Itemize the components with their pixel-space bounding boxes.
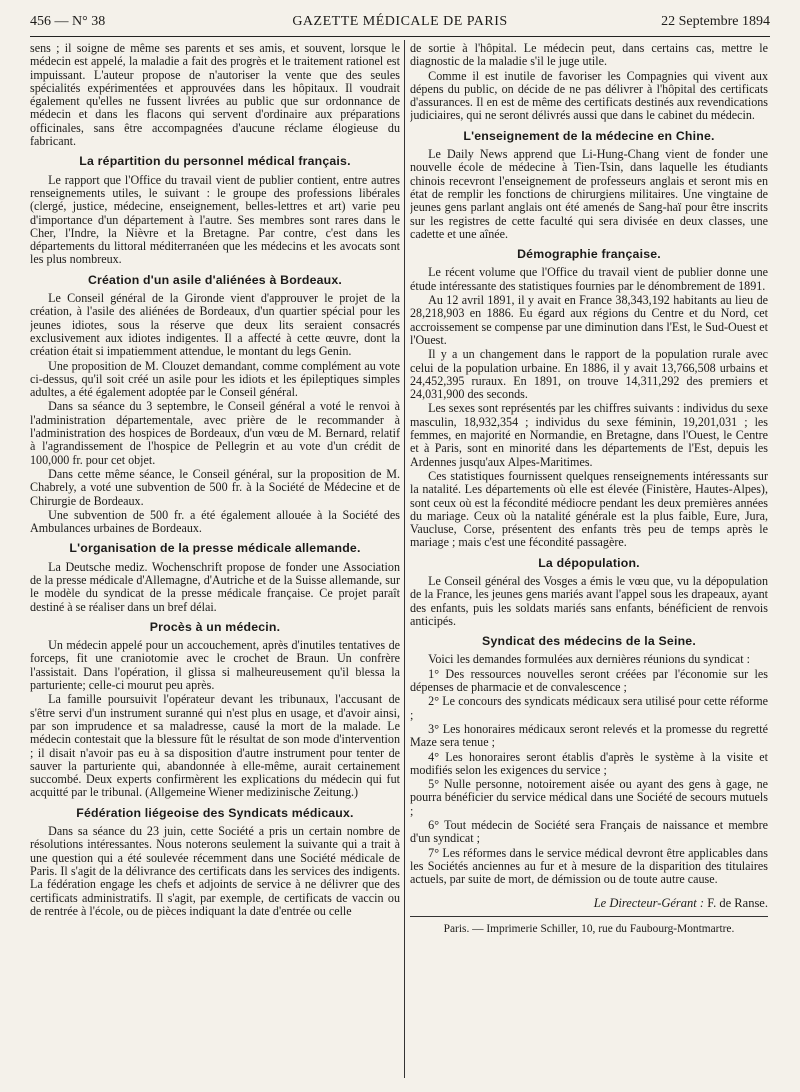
paragraph: La famille poursuivit l'opérateur devant les tribunaux, l'accusant de s'être servi d'un instrument suranné qui n'est plus en usage, et d'avoir ainsi, par son imprudence et sa maladresse, causé la mort de la malade. Le médecin contestait que la blessure fût le résultat de son mode d'intervention ; il disait n'avoir pas eu à sa disposition d'autre instrument pour tenter de sauver la parturiente qui, abandonnée à elle-même, aurait certainement succombé. Deux experts confirmèrent les explications du médecin qui fut acquitté par le tribunal. (Allgemeine Wiener medizinische Zeitung.) [30,692,400,800]
list-item: 6° Tout médecin de Société sera Français de naissance et membre d'un syndicat ; [410,818,768,846]
intro-paragraph: sens ; il soigne de même ses parents et ses amis, et souvent, lorsque le médecin est appelé, la maladie a fait des progrès et le traitement rationel est impuissant. L'auteur propose de n'autoriser la vente que des seules spécialités expérimentées et approuvées dans les hôpitaux. Il voudrait également qu'elles ne fussent livrées au public que sur ordonnance de médecin et dans les flacons qui servent d'ordinaire aux préparations officinales, sans être accompagnées d'aucune réclame élogieuse du fabricant. [30,42,400,149]
paragraph: Dans sa séance du 23 juin, cette Société a pris un certain nombre de résolutions intéressantes. Nous noterons seulement la suivante qui a trait à une question qui a été soulevée récemment dans une Société médicale de Paris. Il s'agit de la délivrance des certificats dans les services des indigents. La fédération engage les chefs et adjoints de service à ne délivrer que des certificats administratifs. Il s'agit, par exemple, de certificats de vaccin ou de rentrée à l'école, ou de pièces indiquant la date d'entrée ou celle [30,824,400,918]
list-item: 1° Des ressources nouvelles seront créées par l'économie sur les dépenses de pharmacie et de convalescence ; [410,666,768,695]
list-item: 2° Le concours des syndicats médicaux sera utilisé pour cette réforme ; [410,694,768,722]
paragraph: Les sexes sont représentés par les chiffres suivants : individus du sexe masculin, 18,932,354 ; individus du sexe féminin, 19,201,031 ; les femmes, en majorité en Normandie, en Bretagne, dans l'Ouest, le Centre et à Paris, sont en minorité dans les départements de l'Est, depuis les Ardennes jusqu'aux Alpes-Maritimes. [410,401,768,469]
header-rule [30,36,770,37]
column-divider [404,40,405,1078]
signature-label: Le Directeur-Gérant : [593,895,705,910]
paragraph: Un médecin appelé pour un accouchement, après d'inutiles tentatives de forceps, fit une craniotomie avec le crochet de Braun. Un confrère l'assistait. Dans l'opération, il glissa si malheureusement qu'il blessa la parturiente; celle-ci mourut peu après. [30,638,400,693]
paragraph: Voici les demandes formulées aux dernières réunions du syndicat : [428,652,750,667]
paragraph: Au 12 avril 1891, il y avait en France 38,343,192 habitants au lieu de 28,218,903 en 1886. Eu égard aux régions du Centre et du Nord, cet accroissement se compense par une diminution dans l'Est, le Sud-Ouest et l'Ouest. [410,293,768,347]
paragraph: Dans cette même séance, le Conseil général, sur la proposition de M. Chabrely, a voté une subvention de 500 fr. à la Société de Médecine et de Chirurgie de Bordeaux. [30,466,400,508]
paragraph: Le rapport que l'Office du travail vient de publier contient, entre autres renseignements utiles, le suivant : le groupe des professions libérales (clergé, justice, médecine, enseignement, belles-lettres et art) varie peu d'importance d'un département à l'autre. Ses membres sont rares dans le Cher, l'Indre, la Nièvre et la Bretagne. Par contre, c'est dans les départements du littoral méditerranéen que les médecins et les avocats sont les plus nombreux. [30,172,400,267]
section-title: Procès à un médecin. [149,619,281,634]
right-column [410,42,768,1078]
list-item: 7° Les réformes dans le service médical devront être applicables dans les Sociétés anciennes au fur et à mesure de la disparition des titulaires actuels, par suite de mort, de démission ou de toute autre cause. [410,845,768,887]
section-title: La dépopulation. [538,555,640,570]
left-column [30,42,400,1078]
page-header [30,12,770,34]
paragraph: Ces statistiques fournissent quelques renseignements intéressants sur la natalité. Les départements où elle est élevée (Finistère, Hautes-Alpes), sont ceux où est la fécondité médiocre pendant les deux premières années du mariage. Ceux où la natalité générale est la plus faible, Eure, Jura, Vaucluse, Corse, présentent des enfants très peu de temps après le mariage ; mais c'est une fécondité passagère. [410,468,768,550]
imprint-rule [410,916,768,917]
list-item: 5° Nulle personne, notoirement aisée ou ayant des gens à gage, ne pourra bénéficier du service médical dans une Société de secours mutuels ; [410,777,768,818]
paragraph: Le Daily News apprend que Li-Hung-Chang vient de fonder une nouvelle école de médecine à Tien-Tsin, dans laquelle les étudiants chinois recevront l'enseignement de professeurs anglais et seront mis en état de remplir les fonctions de chirurgiens militaires. Une vingtaine de jeunes gens parlant anglais ont été amenés de Sang-haï pour être inscrits sur les registres de cette faculté qui sera divisée en deux classes, une cadette et une aînée. [410,147,768,241]
list-item: 3° Les honoraires médicaux seront relevés et la promesse du regretté Maze sera tenue ; [410,721,768,750]
section-title: Syndicat des médecins de la Seine. [482,634,696,649]
paragraph: Il y a un changement dans le rapport de la population rurale avec celui de la population urbaine. En 1886, il y avait 13,766,508 urbains et 24,452,395 ruraux. En 1891, on trouve 14,311,292 des premiers et 24,031,900 des seconds. [410,347,768,402]
paragraph: Le Conseil général de la Gironde vient d'approuver le projet de la création, à l'asile des aliénées de Bordeaux, d'un quartier spécial pour les jeunes idiotes, sous la réserve que deux lits seraient consacrés exclusivement aux idiotes indigentes. Il a affecté à cette œuvre, dont la création était si impatiemment attendue, le montant du legs Genin. [30,291,400,359]
paragraph: Comme il est inutile de favoriser les Compagnies qui vivent aux dépens du public, on décide de ne pas délivrer à l'hôpital des certificats d'assurances. Il en est de même des certificats destinés aux revendications judiciaires, qui ne seront délivrés aussi que dans le cabinet du médecin. [410,68,768,123]
page-number: 456 — N° 38 [30,14,106,29]
section-title: Création d'un asile d'aliénées à Bordeaux. [87,272,343,287]
journal-title: GAZETTE MÉDICALE DE PARIS [292,14,508,29]
list-item: 4° Les honoraires seront établis d'après le système à la visite et modifiés selon les exigences du service ; [410,749,768,777]
section-title: Démographie française. [517,247,661,262]
paragraph: Une subvention de 500 fr. a été également allouée à la Société des Ambulances urbaines de Bordeaux. [30,507,400,536]
intro-paragraph: de sortie à l'hôpital. Le médecin peut, dans certains cas, mettre le diagnostic de la maladie s'il le juge utile. [410,42,768,69]
section-title: Fédération liégeoise des Syndicats médicaux. [76,805,354,820]
section-title: L'enseignement de la médecine en Chine. [463,128,715,143]
signature [410,897,768,910]
paragraph: La Deutsche mediz. Wochenschrift propose de fonder une Association de la presse médicale d'Allemagne, d'Autriche et de la Suisse allemande, sur le modèle du syndicat de la presse médicale française. Ce projet paraît destiné à se réaliser dans un bref délai. [30,559,400,614]
paragraph: Le récent volume que l'Office du travail vient de publier donne une étude intéressante des statistiques fournies par le dénombrement de 1891. [410,265,768,293]
paragraph: Le Conseil général des Vosges a émis le vœu que, vu la dépopulation de la France, les jeunes gens mariés avant l'appel sous les drapeaux, ayant des enfants, puis les soldats mariés sans enfants, bénéficient de renvois anticipés. [410,573,768,628]
issue-date: 22 Septembre 1894 [661,14,770,29]
section-title: La répartition du personnel médical français. [79,154,351,169]
printer-imprint: Paris. — Imprimerie Schiller, 10, rue du Faubourg-Montmartre. [443,922,735,935]
paragraph: Dans sa séance du 3 septembre, le Conseil général a voté le renvoi à l'administration départementale, avec prière de le recommander à l'administration des hospices de Bordeaux, d'un vœu de M. Bernard, relatif à l'agrandissement de l'hospice de Pellegrin et au vote d'un crédit de 100,000 fr. pour cet objet. [30,399,400,467]
section-title: L'organisation de la presse médicale allemande. [69,541,361,556]
signature-name: F. de Ranse. [707,895,768,910]
paragraph: Une proposition de M. Clouzet demandant, comme complément au vote ci-dessus, qu'il soit créé un asile pour les idiots et les épileptiques simples adultes, a été également adoptée par le Conseil général. [30,358,400,400]
